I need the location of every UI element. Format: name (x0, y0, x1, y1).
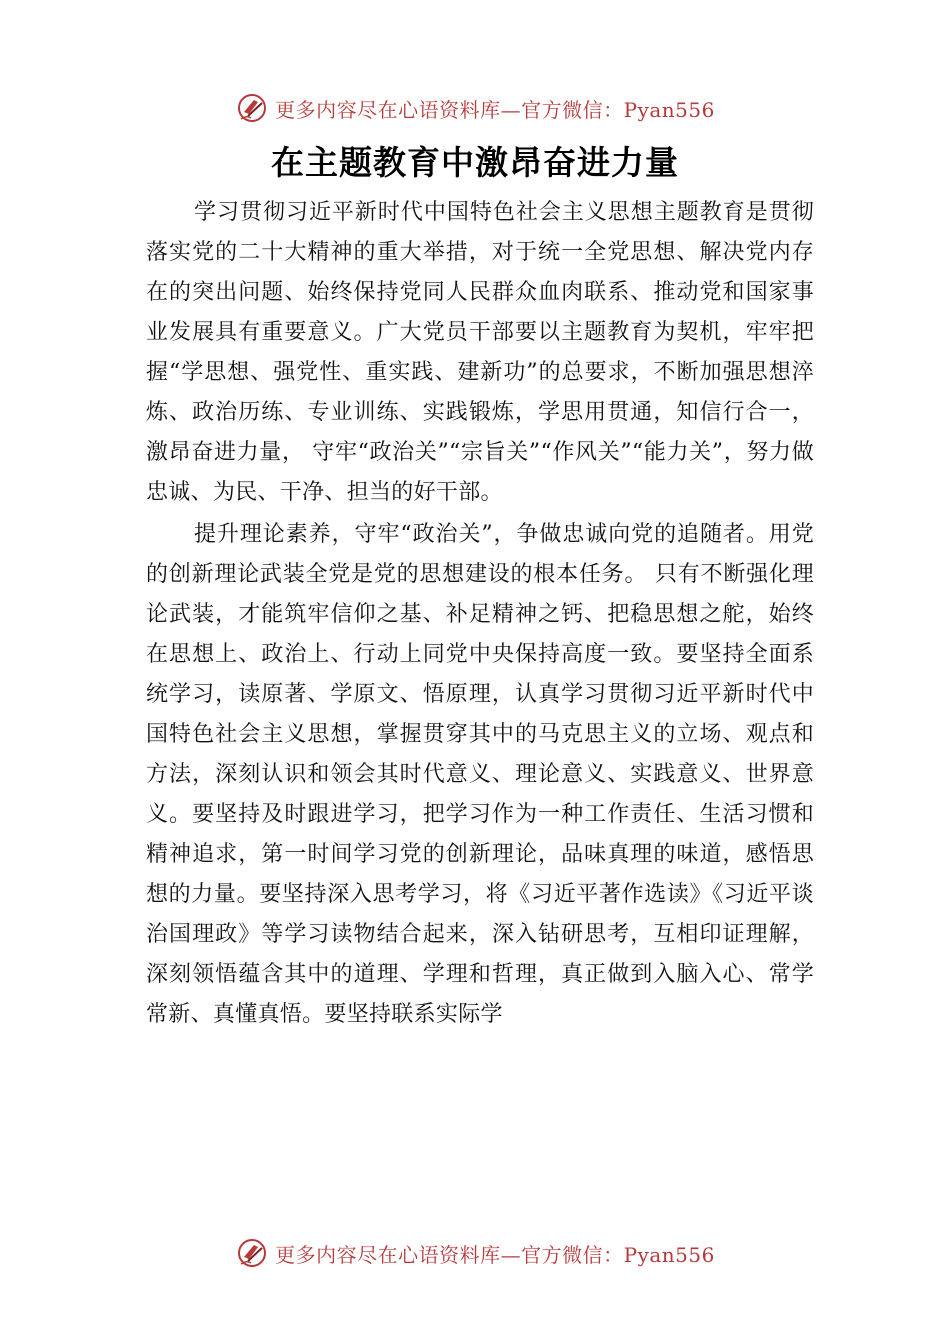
document-title: 在主题教育中激昂奋进力量 (271, 143, 679, 182)
footer-banner (0, 1233, 950, 1273)
document-body (146, 193, 814, 1035)
logo-icon (235, 1236, 269, 1270)
paragraph-intro: 学习贯彻习近平新时代中国特色社会主义思想主题教育是贯彻落实党的二十大精神的重大举措，对于统一全党思想、解决党内存在的突出问题、始终保持党同人民群众血肉联系、推动党和国家事业发展具有重要意义。广大党员干部要以主题教育为契机，牢牢把握“学思想、强党性、重实践、建新功”的总要求，不断加强思想淬炼、政治历练、专业训练、实践锻炼，学思用贯通，知信行合一，激昂奋进力量， 守牢“政治关”“宗旨关”“作风关”“能力关”，努力做忠诚、为民、干净、担当的好干部。 (146, 200, 814, 505)
header-banner (0, 88, 950, 128)
logo-icon (235, 91, 269, 125)
footer-banner-text: 更多内容尽在心语资料库—官方微信：Pyan556 (275, 1242, 715, 1267)
header-banner-text: 更多内容尽在心语资料库—官方微信：Pyan556 (275, 97, 715, 122)
paragraph-political-pass: 提升理论素养，守牢“政治关”，争做忠诚向党的追随者。用党的创新理论武装全党是党的思想建设的根本任务。 只有不断强化理论武装，才能筑牢信仰之基、补足精神之钙、把稳思想之舵，始终在思想上、政治上、行动上同党中央保持高度一致。要坚持全面系统学习，读原著、学原文、悟原理，认真学习贯彻习近平新时代中国特色社会主义思想，掌握贯穿其中的马克思主义的立场、观点和方法，深刻认识和领会其时代意义、理论意义、实践意义、世界意义。要坚持及时跟进学习，把学习作为一种工作责任、生活习惯和精神追求，第一时间学习党的创新理论，品味真理的味道，感悟思想的力量。要坚持深入思考学习，将《习近平著作选读》《习近平谈治国理政》等学习读物结合起来，深入钻研思考，互相印证理解，深刻领悟蕴含其中的道理、学理和哲理，真正做到入脑入心、常学常新、真懂真悟。要坚持联系实际学 (146, 522, 814, 1027)
